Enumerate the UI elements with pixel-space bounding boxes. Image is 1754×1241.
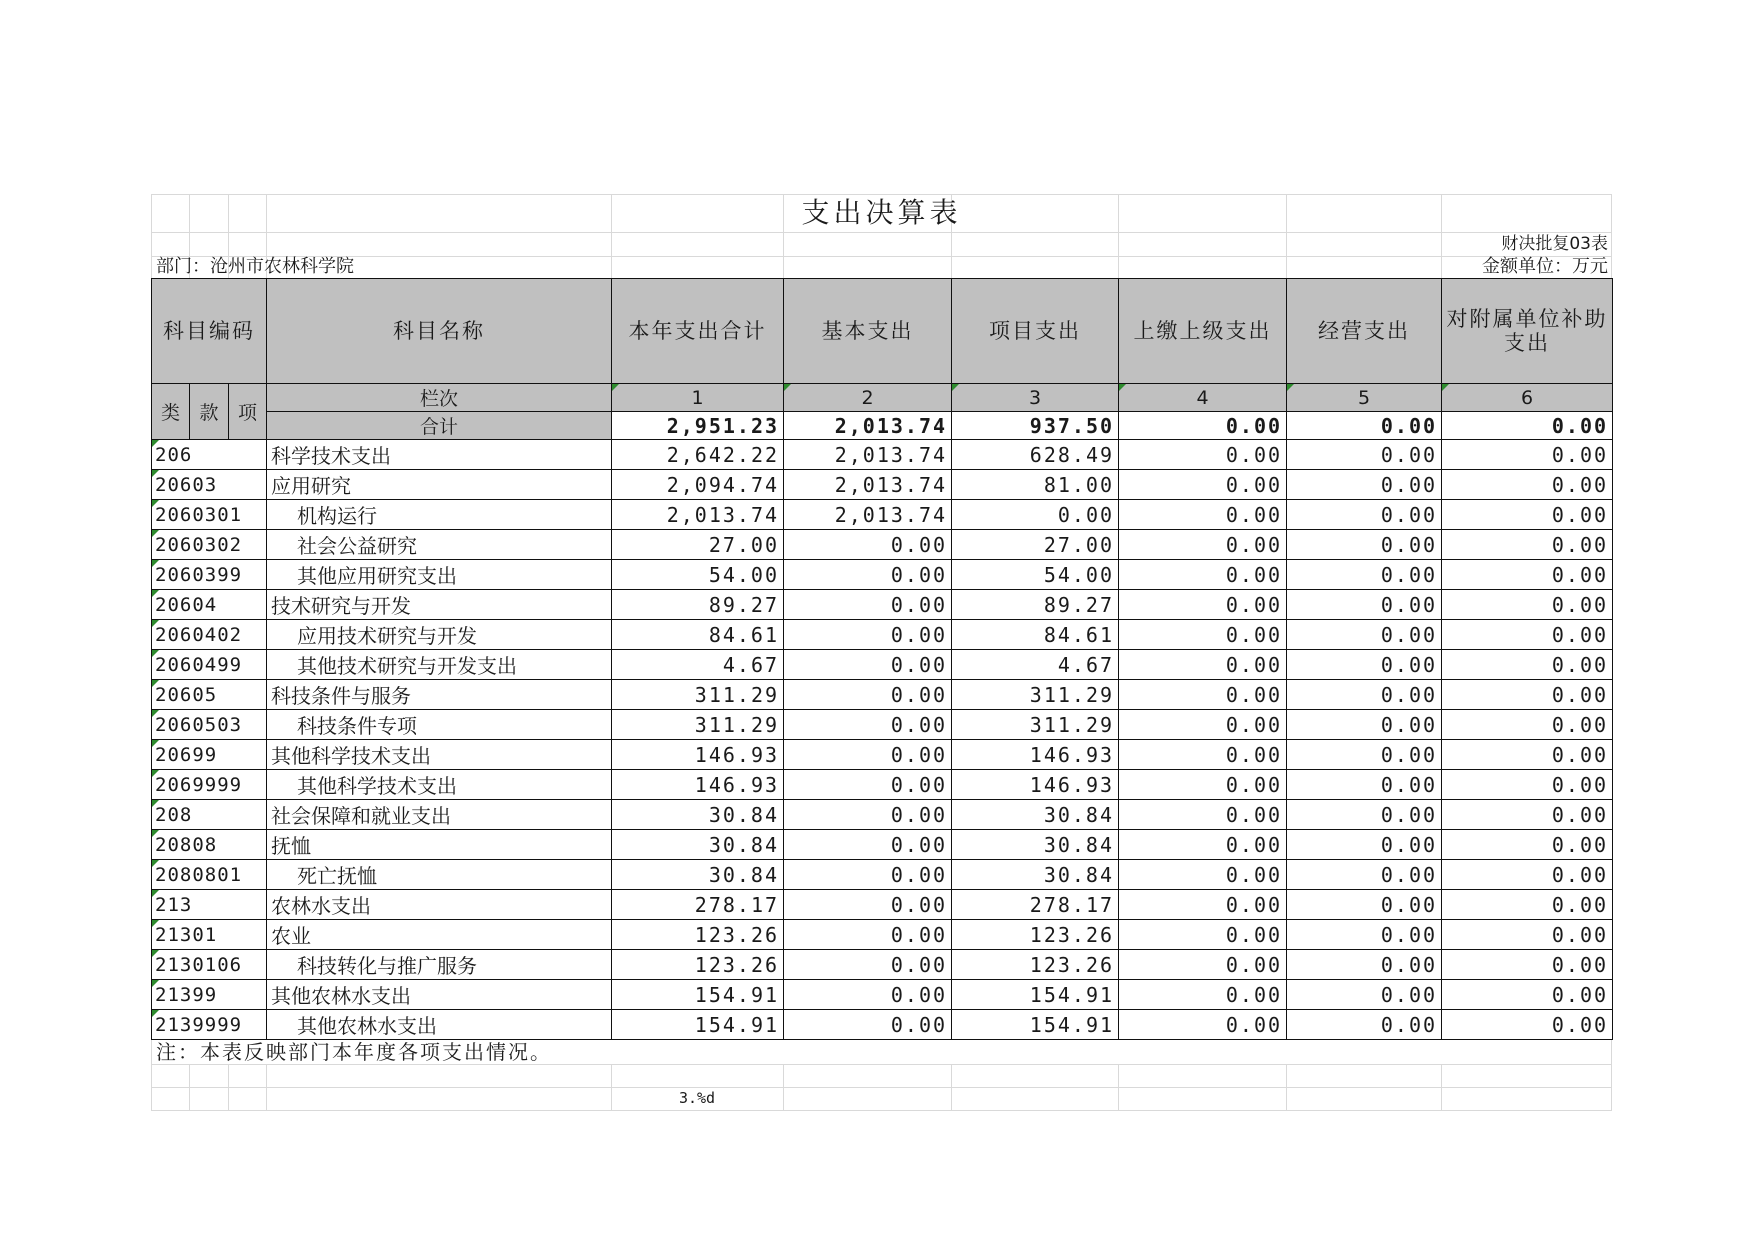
amount-cell: 0.00 bbox=[1442, 770, 1613, 800]
amount-cell: 0.00 bbox=[1119, 560, 1287, 590]
amount-cell: 30.84 bbox=[612, 800, 784, 830]
amount-cell: 154.91 bbox=[612, 1010, 784, 1040]
amount-cell: 0.00 bbox=[1287, 710, 1442, 740]
column-index-6: 6 bbox=[1442, 384, 1613, 412]
subject-code: 20604 bbox=[152, 590, 267, 620]
table-row bbox=[152, 980, 1613, 1010]
amount-cell: 0.00 bbox=[1287, 470, 1442, 500]
amount-cell: 30.84 bbox=[612, 860, 784, 890]
subject-name: 其他农林水支出 bbox=[267, 1010, 612, 1040]
data-rows bbox=[152, 440, 1613, 1040]
amount-cell: 154.91 bbox=[952, 980, 1119, 1010]
subject-name: 死亡抚恤 bbox=[267, 860, 612, 890]
amount-cell: 0.00 bbox=[1119, 650, 1287, 680]
amount-cell: 0.00 bbox=[1287, 650, 1442, 680]
amount-cell: 0.00 bbox=[1442, 470, 1613, 500]
subject-name: 农业 bbox=[267, 920, 612, 950]
amount-cell: 2,013.74 bbox=[612, 500, 784, 530]
amount-cell: 0.00 bbox=[1119, 1010, 1287, 1040]
total-value: 0.00 bbox=[1442, 412, 1613, 440]
amount-cell: 0.00 bbox=[1287, 740, 1442, 770]
amount-cell: 0.00 bbox=[784, 680, 952, 710]
amount-cell: 123.26 bbox=[952, 920, 1119, 950]
amount-cell: 0.00 bbox=[1287, 1010, 1442, 1040]
amount-cell: 311.29 bbox=[952, 680, 1119, 710]
subject-name: 应用研究 bbox=[267, 470, 612, 500]
subject-name: 机构运行 bbox=[267, 500, 612, 530]
expenditure-sheet bbox=[151, 194, 1612, 1107]
table-row bbox=[152, 710, 1613, 740]
amount-cell: 146.93 bbox=[612, 770, 784, 800]
subject-name: 其他应用研究支出 bbox=[267, 560, 612, 590]
amount-cell: 0.00 bbox=[784, 830, 952, 860]
amount-cell: 146.93 bbox=[952, 770, 1119, 800]
amount-cell: 0.00 bbox=[1287, 800, 1442, 830]
subject-name: 其他科学技术支出 bbox=[267, 770, 612, 800]
header-subsidy: 对附属单位补助支出 bbox=[1442, 279, 1613, 384]
amount-cell: 84.61 bbox=[612, 620, 784, 650]
amount-cell: 311.29 bbox=[612, 710, 784, 740]
amount-cell: 0.00 bbox=[1119, 590, 1287, 620]
header-code: 科目编码 bbox=[152, 279, 267, 384]
amount-cell: 628.49 bbox=[952, 440, 1119, 470]
amount-cell: 0.00 bbox=[784, 740, 952, 770]
subject-name: 应用技术研究与开发 bbox=[267, 620, 612, 650]
amount-cell: 311.29 bbox=[612, 680, 784, 710]
amount-cell: 0.00 bbox=[1119, 470, 1287, 500]
amount-cell: 2,013.74 bbox=[784, 500, 952, 530]
table-row bbox=[152, 1010, 1613, 1040]
total-value: 0.00 bbox=[1287, 412, 1442, 440]
subject-name: 其他技术研究与开发支出 bbox=[267, 650, 612, 680]
page-title: 支出决算表 bbox=[801, 196, 962, 229]
amount-cell: 0.00 bbox=[1442, 440, 1613, 470]
header-upper: 上缴上级支出 bbox=[1119, 279, 1287, 384]
amount-cell: 0.00 bbox=[1119, 980, 1287, 1010]
subject-name: 农林水支出 bbox=[267, 890, 612, 920]
total-row bbox=[152, 412, 1613, 440]
unit-label: 金额单位：万元 bbox=[1482, 256, 1608, 277]
header-basic: 基本支出 bbox=[784, 279, 952, 384]
amount-cell: 0.00 bbox=[1442, 890, 1613, 920]
amount-cell: 0.00 bbox=[1442, 680, 1613, 710]
amount-cell: 2,013.74 bbox=[784, 440, 952, 470]
amount-cell: 146.93 bbox=[612, 740, 784, 770]
table-row bbox=[152, 860, 1613, 890]
header-project: 项目支出 bbox=[952, 279, 1119, 384]
subject-name: 社会保障和就业支出 bbox=[267, 800, 612, 830]
column-index-2: 2 bbox=[784, 384, 952, 412]
subject-code: 2060301 bbox=[152, 500, 267, 530]
amount-cell: 0.00 bbox=[1119, 710, 1287, 740]
subject-name: 科技转化与推广服务 bbox=[267, 950, 612, 980]
amount-cell: 0.00 bbox=[1287, 890, 1442, 920]
amount-cell: 0.00 bbox=[1119, 440, 1287, 470]
header-row bbox=[152, 279, 1613, 384]
header-name: 科目名称 bbox=[267, 279, 612, 384]
table-row bbox=[152, 440, 1613, 470]
subject-name: 科学技术支出 bbox=[267, 440, 612, 470]
table-row bbox=[152, 590, 1613, 620]
table-row bbox=[152, 620, 1613, 650]
department-label: 部门：沧州市农林科学院 bbox=[156, 256, 354, 277]
amount-cell: 0.00 bbox=[1119, 860, 1287, 890]
amount-cell: 0.00 bbox=[1287, 920, 1442, 950]
amount-cell: 54.00 bbox=[952, 560, 1119, 590]
subject-code: 2060499 bbox=[152, 650, 267, 680]
amount-cell: 0.00 bbox=[784, 1010, 952, 1040]
subject-name: 抚恤 bbox=[267, 830, 612, 860]
table-row bbox=[152, 560, 1613, 590]
column-index-1: 1 bbox=[612, 384, 784, 412]
amount-cell: 0.00 bbox=[1287, 620, 1442, 650]
amount-cell: 0.00 bbox=[784, 560, 952, 590]
subject-code: 20605 bbox=[152, 680, 267, 710]
amount-cell: 0.00 bbox=[1119, 920, 1287, 950]
amount-cell: 0.00 bbox=[1442, 590, 1613, 620]
amount-cell: 0.00 bbox=[784, 530, 952, 560]
amount-cell: 123.26 bbox=[612, 950, 784, 980]
table-row bbox=[152, 950, 1613, 980]
amount-cell: 0.00 bbox=[1119, 950, 1287, 980]
amount-cell: 0.00 bbox=[784, 980, 952, 1010]
amount-cell: 0.00 bbox=[1287, 680, 1442, 710]
sheet-header-area bbox=[151, 194, 1612, 278]
table-row bbox=[152, 680, 1613, 710]
subject-name: 其他科学技术支出 bbox=[267, 740, 612, 770]
subject-code: 2130106 bbox=[152, 950, 267, 980]
subject-name: 技术研究与开发 bbox=[267, 590, 612, 620]
amount-cell: 0.00 bbox=[1119, 620, 1287, 650]
subject-code: 21399 bbox=[152, 980, 267, 1010]
amount-cell: 123.26 bbox=[612, 920, 784, 950]
table-row bbox=[152, 470, 1613, 500]
column-index-5: 5 bbox=[1287, 384, 1442, 412]
amount-cell: 0.00 bbox=[784, 590, 952, 620]
subject-code: 208 bbox=[152, 800, 267, 830]
column-index-4: 4 bbox=[1119, 384, 1287, 412]
amount-cell: 146.93 bbox=[952, 740, 1119, 770]
amount-cell: 0.00 bbox=[1442, 710, 1613, 740]
expenditure-table bbox=[151, 278, 1613, 1040]
amount-cell: 0.00 bbox=[784, 650, 952, 680]
amount-cell: 0.00 bbox=[784, 710, 952, 740]
amount-cell: 0.00 bbox=[1442, 650, 1613, 680]
header-xiang: 项 bbox=[229, 384, 267, 440]
amount-cell: 278.17 bbox=[612, 890, 784, 920]
amount-cell: 0.00 bbox=[1442, 530, 1613, 560]
subject-code: 20808 bbox=[152, 830, 267, 860]
amount-cell: 4.67 bbox=[952, 650, 1119, 680]
subject-name: 科技条件与服务 bbox=[267, 680, 612, 710]
amount-cell: 2,013.74 bbox=[784, 470, 952, 500]
table-row bbox=[152, 530, 1613, 560]
amount-cell: 0.00 bbox=[1287, 440, 1442, 470]
amount-cell: 0.00 bbox=[1442, 800, 1613, 830]
amount-cell: 0.00 bbox=[1119, 830, 1287, 860]
subject-code: 2080801 bbox=[152, 860, 267, 890]
table-row bbox=[152, 920, 1613, 950]
total-value: 0.00 bbox=[1119, 412, 1287, 440]
amount-cell: 0.00 bbox=[1287, 980, 1442, 1010]
subject-name: 其他农林水支出 bbox=[267, 980, 612, 1010]
header-kuan: 款 bbox=[190, 384, 229, 440]
amount-cell: 0.00 bbox=[1442, 1010, 1613, 1040]
amount-cell: 0.00 bbox=[1119, 800, 1287, 830]
table-row bbox=[152, 890, 1613, 920]
amount-cell: 123.26 bbox=[952, 950, 1119, 980]
amount-cell: 0.00 bbox=[784, 890, 952, 920]
form-code: 财决批复03表 bbox=[1501, 234, 1608, 254]
amount-cell: 0.00 bbox=[1287, 950, 1442, 980]
total-value: 2,951.23 bbox=[612, 412, 784, 440]
total-label: 合计 bbox=[267, 412, 612, 440]
amount-cell: 311.29 bbox=[952, 710, 1119, 740]
amount-cell: 30.84 bbox=[952, 800, 1119, 830]
amount-cell: 0.00 bbox=[1287, 860, 1442, 890]
amount-cell: 0.00 bbox=[1442, 830, 1613, 860]
amount-cell: 0.00 bbox=[1287, 590, 1442, 620]
amount-cell: 81.00 bbox=[952, 470, 1119, 500]
subject-code: 2139999 bbox=[152, 1010, 267, 1040]
amount-cell: 89.27 bbox=[612, 590, 784, 620]
amount-cell: 0.00 bbox=[784, 860, 952, 890]
amount-cell: 154.91 bbox=[612, 980, 784, 1010]
amount-cell: 4.67 bbox=[612, 650, 784, 680]
header-business: 经营支出 bbox=[1287, 279, 1442, 384]
table-row bbox=[152, 650, 1613, 680]
subject-code: 2060302 bbox=[152, 530, 267, 560]
amount-cell: 30.84 bbox=[612, 830, 784, 860]
amount-cell: 0.00 bbox=[1119, 890, 1287, 920]
amount-cell: 30.84 bbox=[952, 830, 1119, 860]
amount-cell: 84.61 bbox=[952, 620, 1119, 650]
amount-cell: 0.00 bbox=[1287, 530, 1442, 560]
subject-code: 2060399 bbox=[152, 560, 267, 590]
amount-cell: 30.84 bbox=[952, 860, 1119, 890]
amount-cell: 0.00 bbox=[952, 500, 1119, 530]
amount-cell: 0.00 bbox=[1119, 740, 1287, 770]
amount-cell: 0.00 bbox=[1442, 500, 1613, 530]
amount-cell: 0.00 bbox=[1287, 560, 1442, 590]
amount-cell: 0.00 bbox=[784, 800, 952, 830]
table-row bbox=[152, 500, 1613, 530]
amount-cell: 2,642.22 bbox=[612, 440, 784, 470]
amount-cell: 0.00 bbox=[1287, 500, 1442, 530]
amount-cell: 0.00 bbox=[1442, 920, 1613, 950]
page-number: 3.%d bbox=[678, 1089, 716, 1107]
amount-cell: 27.00 bbox=[612, 530, 784, 560]
subject-name: 社会公益研究 bbox=[267, 530, 612, 560]
amount-cell: 278.17 bbox=[952, 890, 1119, 920]
amount-cell: 0.00 bbox=[784, 950, 952, 980]
amount-cell: 0.00 bbox=[784, 770, 952, 800]
amount-cell: 0.00 bbox=[1442, 860, 1613, 890]
amount-cell: 0.00 bbox=[1287, 770, 1442, 800]
amount-cell: 0.00 bbox=[784, 620, 952, 650]
amount-cell: 0.00 bbox=[1442, 980, 1613, 1010]
subject-code: 2060402 bbox=[152, 620, 267, 650]
table-row bbox=[152, 770, 1613, 800]
subject-code: 21301 bbox=[152, 920, 267, 950]
header-total: 本年支出合计 bbox=[612, 279, 784, 384]
amount-cell: 0.00 bbox=[1442, 950, 1613, 980]
sheet-footer-area bbox=[151, 1040, 1612, 1110]
amount-cell: 0.00 bbox=[1119, 680, 1287, 710]
amount-cell: 0.00 bbox=[1119, 770, 1287, 800]
amount-cell: 89.27 bbox=[952, 590, 1119, 620]
amount-cell: 2,094.74 bbox=[612, 470, 784, 500]
subject-code: 20699 bbox=[152, 740, 267, 770]
amount-cell: 0.00 bbox=[1119, 530, 1287, 560]
amount-cell: 0.00 bbox=[1442, 560, 1613, 590]
header-lanci: 栏次 bbox=[267, 384, 612, 412]
amount-cell: 54.00 bbox=[612, 560, 784, 590]
subject-name: 科技条件专项 bbox=[267, 710, 612, 740]
subject-code: 20603 bbox=[152, 470, 267, 500]
column-index-3: 3 bbox=[952, 384, 1119, 412]
total-value: 937.50 bbox=[952, 412, 1119, 440]
table-row bbox=[152, 800, 1613, 830]
amount-cell: 0.00 bbox=[1442, 740, 1613, 770]
column-index-row bbox=[152, 384, 1613, 412]
amount-cell: 154.91 bbox=[952, 1010, 1119, 1040]
table-row bbox=[152, 830, 1613, 860]
total-value: 2,013.74 bbox=[784, 412, 952, 440]
subject-code: 2060503 bbox=[152, 710, 267, 740]
subject-code: 2069999 bbox=[152, 770, 267, 800]
amount-cell: 27.00 bbox=[952, 530, 1119, 560]
amount-cell: 0.00 bbox=[1119, 500, 1287, 530]
amount-cell: 0.00 bbox=[1287, 830, 1442, 860]
table-row bbox=[152, 740, 1613, 770]
amount-cell: 0.00 bbox=[784, 920, 952, 950]
subject-code: 213 bbox=[152, 890, 267, 920]
amount-cell: 0.00 bbox=[1442, 620, 1613, 650]
subject-code: 206 bbox=[152, 440, 267, 470]
table-note: 注：本表反映部门本年度各项支出情况。 bbox=[156, 1040, 552, 1064]
header-lei: 类 bbox=[152, 384, 190, 440]
